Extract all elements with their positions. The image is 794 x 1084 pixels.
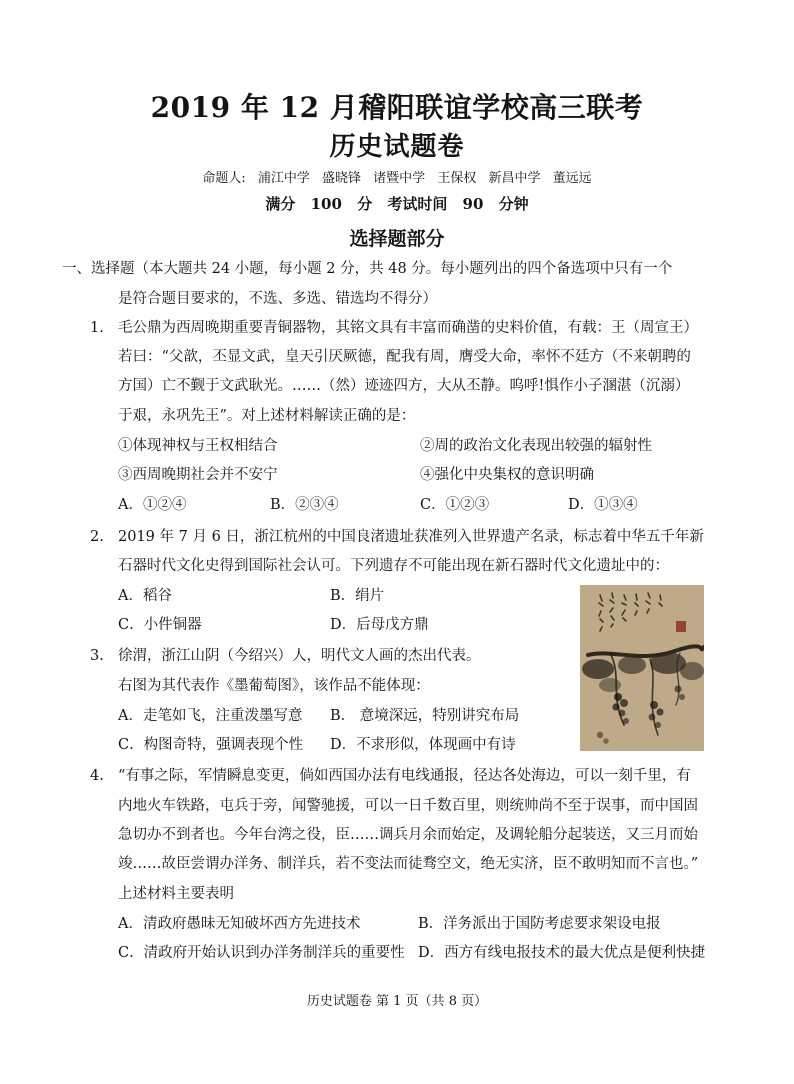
- q1-option-d: D．①③④: [568, 497, 638, 513]
- q1-line: 若曰：“父歆，丕显文武，皇天引厌厥德，配我有周，膺受大命，率怀不廷方（不来朝聘的: [118, 349, 691, 365]
- q1-statement: ①体现神权与王权相结合: [118, 438, 278, 454]
- q4-option-d: D．西方有线电报技术的最大优点是便利快捷: [418, 945, 706, 961]
- section-heading: 选择题部分: [349, 228, 445, 250]
- part1-instruction-line2: 是符合题目要求的，不选、多选、错选均不得分）: [118, 291, 437, 307]
- q1-statement: ②周的政治文化表现出较强的辐射性: [420, 438, 652, 454]
- q3-number: 3.: [90, 648, 104, 664]
- q1-option-b: B．②③④: [270, 497, 339, 513]
- q4-option-b: B．洋务派出于国防考虑要求架设电报: [418, 916, 661, 932]
- q1-statement: ④强化中央集权的意识明确: [420, 467, 594, 483]
- q3-option-b: B． 意境深远，特别讲究布局: [330, 708, 520, 724]
- q4-option-c: C．清政府开始认识到办洋务制洋兵的重要性: [118, 945, 405, 961]
- ink-grapes-painting-image: [580, 585, 704, 751]
- exam-title: 2019 年 12 月稽阳联谊学校高三联考: [150, 91, 644, 124]
- q3-option-d: D．不求形似，体现画中有诗: [330, 737, 516, 753]
- q1-statement: ③西周晚期社会并不安宁: [118, 467, 278, 483]
- q3-line: 右图为其代表作《墨葡萄图》，该作品不能体现：: [118, 678, 430, 694]
- page-footer: 历史试题卷 第 1 页（共 8 页）: [306, 994, 488, 1009]
- q2-option-b: B．绢片: [330, 588, 385, 604]
- score-time-line: 满分 100 分 考试时间 90 分钟: [265, 195, 529, 213]
- q2-option-c: C．小件铜器: [118, 617, 202, 633]
- q4-line: “有事之际，军情瞬息变更，倘如西国办法有电线通报，径达各处海边，可以一刻千里，有: [118, 768, 691, 784]
- q3-option-c: C．构图奇特，强调表现个性: [118, 737, 304, 753]
- q1-line: 方国）亡不觐于文武耿光。……（然）迹迹四方，大从丕静。呜呼!惧作小子溷湛（沉溺）: [118, 378, 690, 394]
- q3-option-a: A．走笔如飞，注重泼墨写意: [118, 708, 303, 724]
- q4-line: 上述材料主要表明: [118, 886, 234, 902]
- q1-option-c: C．①②③: [420, 497, 490, 513]
- q4-option-a: A．清政府愚昧无知破坏西方先进技术: [118, 916, 361, 932]
- q2-option-a: A．稻谷: [118, 588, 172, 604]
- q2-option-d: D．后母戊方鼎: [330, 617, 429, 633]
- q2-number: 2.: [90, 529, 104, 545]
- subject-title: 历史试题卷: [329, 132, 465, 162]
- q4-line: 竣……故臣尝谓办洋务、制洋兵，若不变法而徒骛空文，绝无实济，臣不敢明知而不言也。”: [118, 856, 699, 872]
- q2-line: 石器时代文化史得到国际社会认可。下列遗存不可能出现在新石器时代文化遗址中的：: [118, 558, 669, 574]
- q2-line: 2019 年 7 月 6 日，浙江杭州的中国良渚遗址获准列入世界遗产名录，标志着中华五千年新: [118, 529, 704, 545]
- setters-line: 命题人: 浦江中学 盛晓锋 诸暨中学 王保权 新昌中学 董远远: [202, 171, 592, 186]
- q1-line: 毛公鼎为西周晚期重要青铜器物，其铭文具有丰富而确凿的史料价值，有载：王（周宣王）: [118, 320, 698, 336]
- q3-line: 徐渭，浙江山阴（今绍兴）人，明代文人画的杰出代表。: [118, 648, 481, 664]
- q4-number: 4.: [90, 768, 104, 784]
- q4-line: 急切办不到者也。今年台湾之役，臣……调兵月余而始定，及调轮船分起装送，又三月而始: [118, 827, 698, 843]
- q4-line: 内地火车铁路，屯兵于旁，闻警驰援，可以一日千数百里，则统帅尚不至于误事，而中国固: [118, 798, 698, 814]
- q1-number: 1.: [90, 320, 104, 336]
- q1-option-a: A．①②④: [118, 497, 187, 513]
- part1-instruction-line1: 一、选择题（本大题共 24 小题，每小题 2 分，共 48 分。每小题列出的四个备选项中只有一个: [62, 261, 673, 277]
- q1-line: 于艰，永巩先王”。对上述材料解读正确的是：: [118, 408, 416, 424]
